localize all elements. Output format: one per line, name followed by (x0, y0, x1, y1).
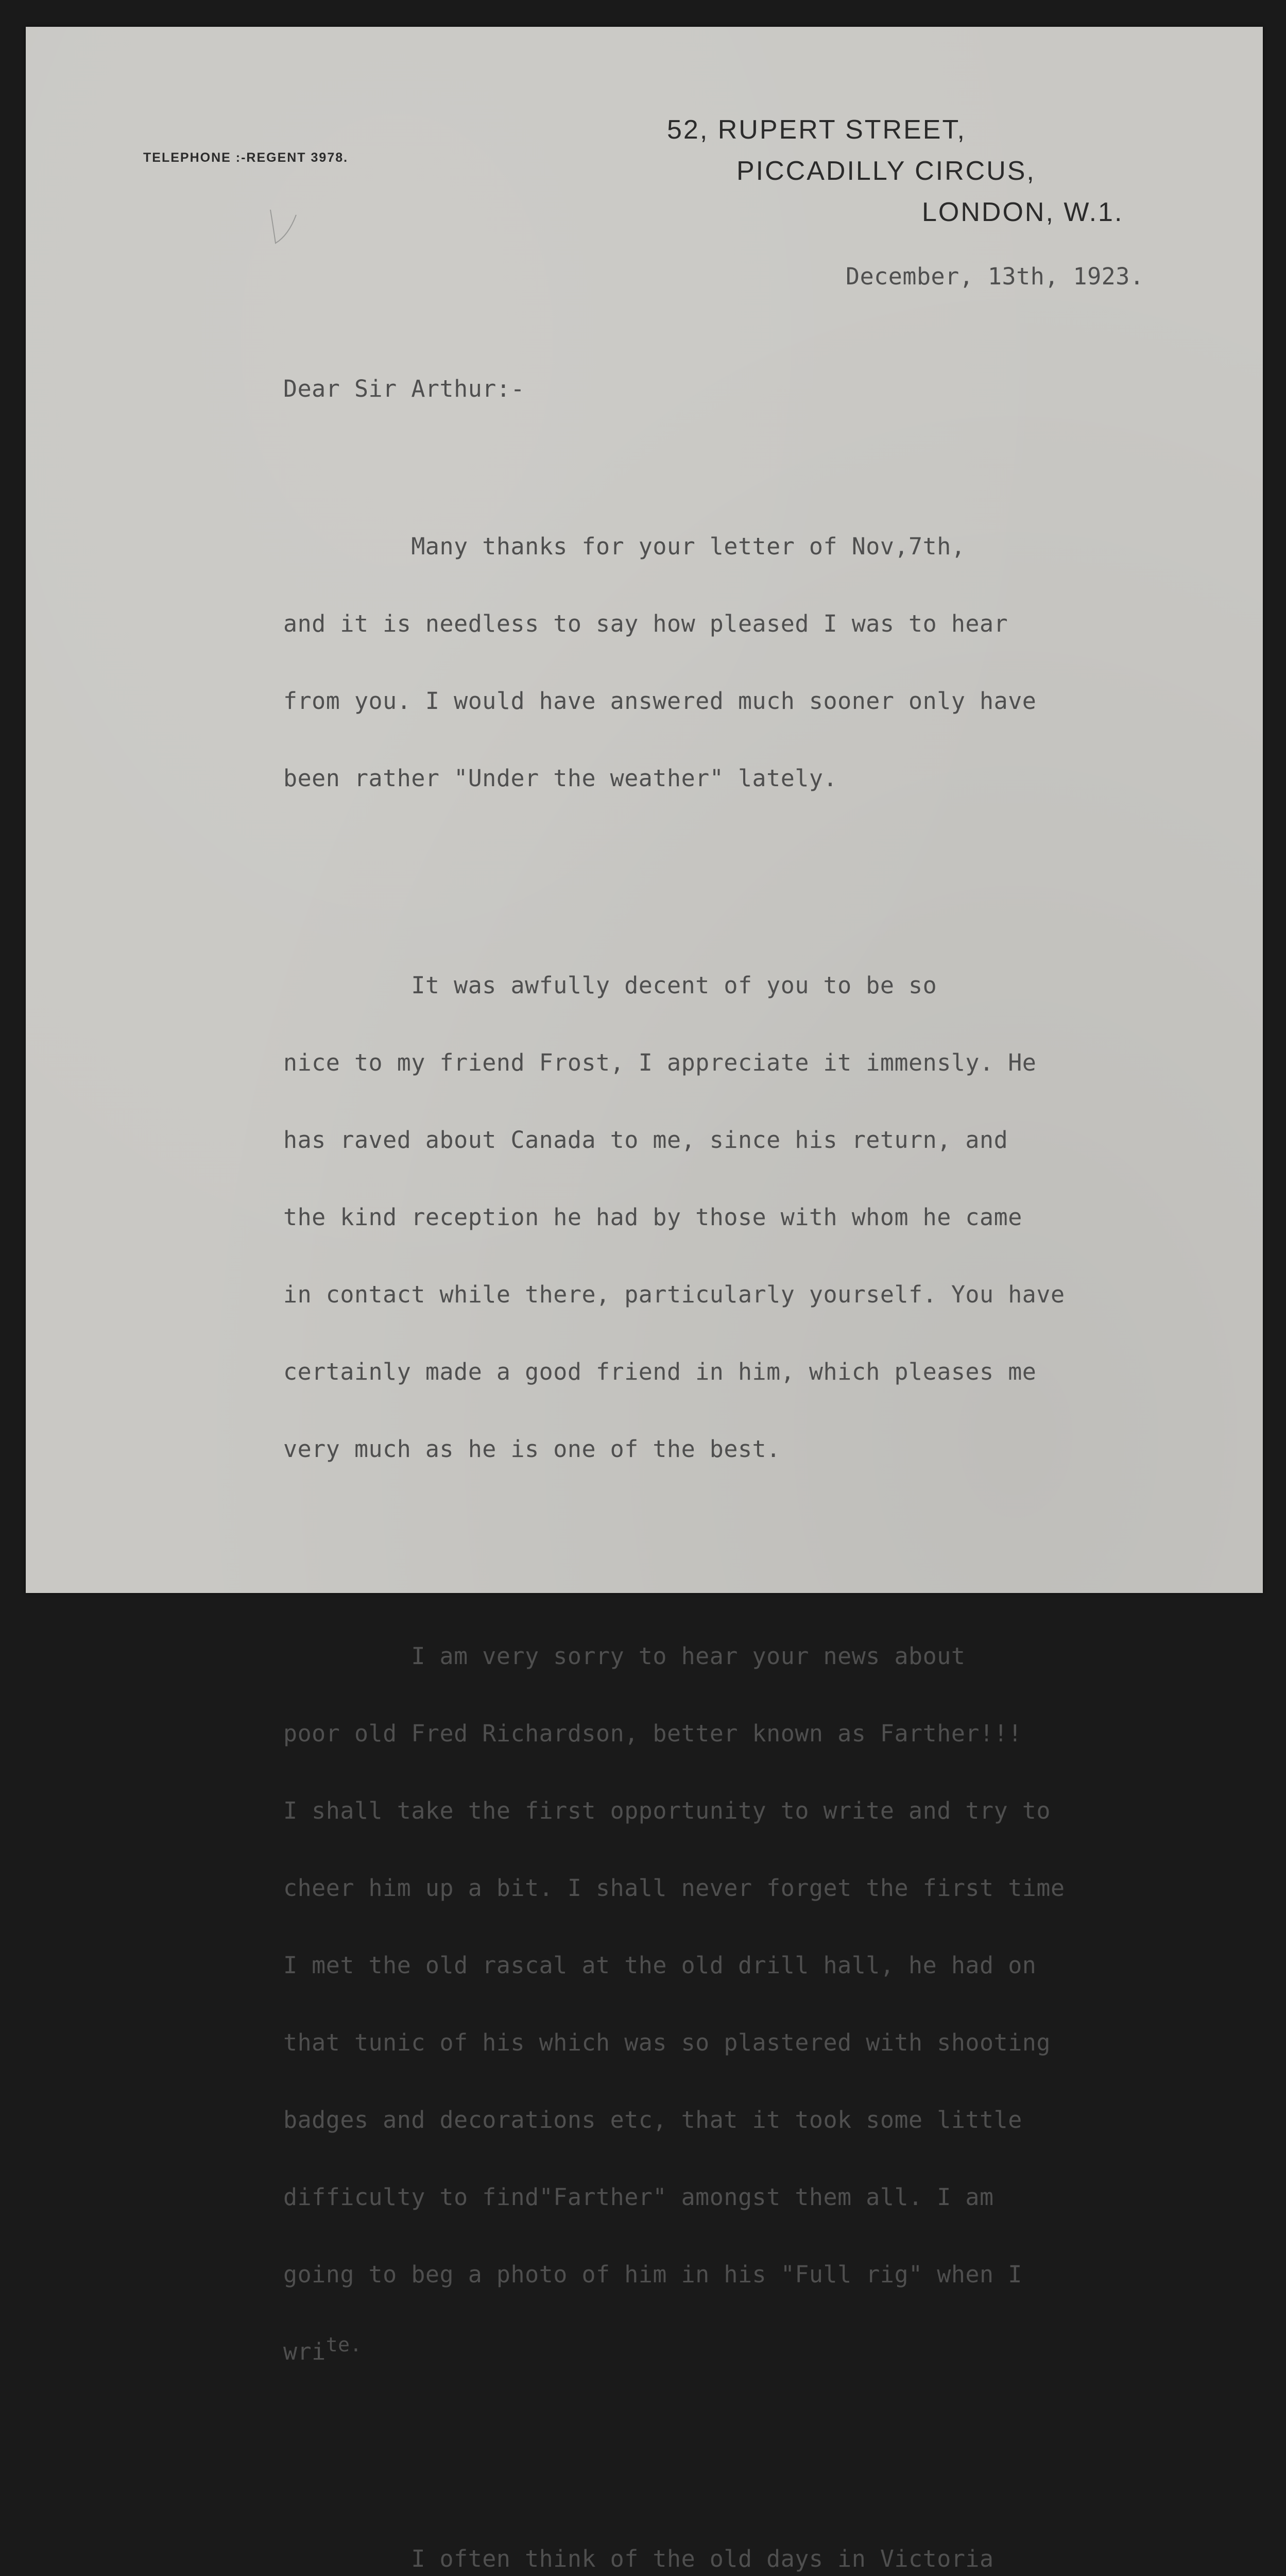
body-line: Many thanks for your letter of Nov,7th, (283, 533, 966, 560)
body-line-write (283, 2333, 1107, 2365)
body-line: badges and decorations etc, that it took some little (283, 2106, 1022, 2133)
body-line: certainly made a good friend in him, which pleases me (283, 1358, 1037, 1385)
body-line: in contact while there, particularly yourself. You have (283, 1281, 1065, 1308)
body-line: poor old Fred Richardson, better known as Farther!!! (283, 1720, 1022, 1747)
body-line: It was awfully decent of you to be so (283, 972, 937, 999)
letter-page (26, 27, 1263, 2572)
letter-date: December, 13th, 1923. (846, 263, 1144, 290)
body-line: that tunic of his which was so plastered with shooting (283, 2029, 1051, 2056)
body-line: nice to my friend Frost, I appreciate it immensly. He (283, 1049, 1037, 1076)
body-line: I met the old rascal at the old drill hall, he had on (283, 1952, 1037, 1979)
pencil-mark-icon (260, 205, 306, 251)
body-line: going to beg a photo of him in his "Full rig" when I (283, 2261, 1022, 2288)
paragraph-1 (283, 482, 1107, 843)
letterhead-telephone: TELEPHONE :-REGENT 3978. (143, 150, 349, 165)
write-base: wri (283, 2338, 326, 2365)
body-line: and it is needless to say how pleased I was to hear (283, 610, 1008, 637)
write-superscript: te. (325, 2333, 362, 2356)
letterhead-address-line-1: 52, RUPERT STREET, (667, 115, 966, 145)
body-line: been rather "Under the weather" lately. (283, 765, 838, 792)
salutation: Dear Sir Arthur:- (283, 375, 525, 402)
body-line: very much as he is one of the best. (283, 1435, 781, 1463)
body-line: I shall take the first opportunity to write and try to (283, 1797, 1051, 1824)
body-line: cheer him up a bit. I shall never forget the first time (283, 1874, 1065, 1902)
body-line: from you. I would have answered much sooner only have (283, 687, 1037, 715)
body-line: the kind reception he had by those with whom he came (283, 1204, 1022, 1231)
paragraph-4 (283, 2495, 1107, 2576)
body-line: I often think of the old days in Victoria (283, 2545, 994, 2572)
body-line: difficulty to find"Farther" amongst them all. I am (283, 2183, 994, 2211)
body-line: has raved about Canada to me, since his return, and (283, 1126, 1008, 1154)
paragraph-2 (283, 921, 1107, 1514)
letter-body (283, 431, 1107, 2576)
letterhead-address-line-3: LONDON, W.1. (922, 197, 1124, 227)
letterhead-address-line-2: PICCADILLY CIRCUS, (736, 156, 1036, 186)
paragraph-3 (283, 1592, 1107, 2416)
body-line: I am very sorry to hear your news about (283, 1642, 966, 1670)
